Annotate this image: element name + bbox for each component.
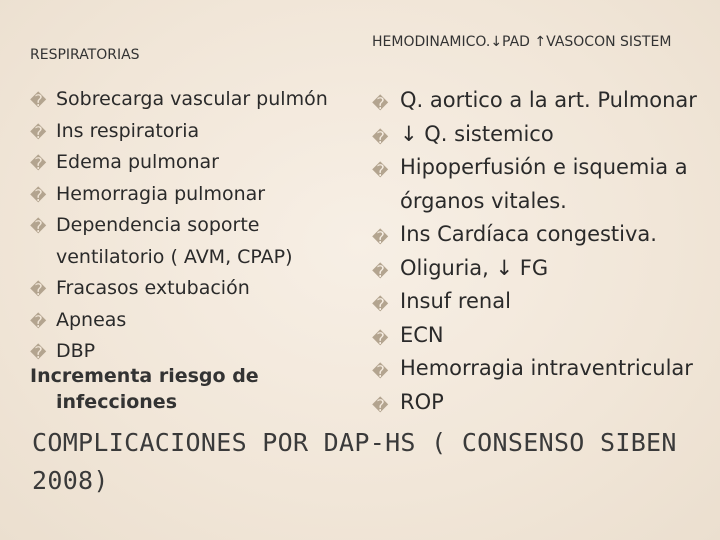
bullet-icon: � [372, 228, 389, 247]
bullet-icon: � [372, 295, 389, 314]
list-item [372, 218, 702, 252]
list-item-text: ROP [400, 389, 444, 414]
list-item-text: ECN [400, 322, 444, 347]
right-column-heading: HEMODINAMICO.↓PAD ↑VASOCON SISTEM [372, 34, 672, 50]
list-item-text: Edema pulmonar [56, 151, 219, 173]
list-item [372, 84, 702, 118]
bullet-icon: � [372, 161, 389, 180]
list-item-text: Hipoperfusión e isquemia a órganos vitales. [400, 155, 688, 213]
list-item-text: ↓ Q. sistemico [400, 121, 554, 146]
bullet-icon: � [372, 127, 389, 147]
left-column-heading: RESPIRATORIAS [30, 47, 140, 63]
list-item [30, 84, 360, 116]
list-item [372, 352, 702, 386]
note-line-1: Incrementa riesgo de [30, 365, 259, 387]
list-item [30, 147, 360, 179]
list-item-text: Hemorragia pulmonar [56, 182, 266, 205]
list-item [30, 179, 360, 211]
bullet-icon: � [30, 154, 47, 173]
note-line-2: infecciones [56, 391, 178, 413]
list-item-text: Ins Cardíaca congestiva. [400, 222, 657, 246]
list-item-text: Apneas [56, 308, 127, 331]
bullet-icon: � [30, 185, 47, 205]
list-item-text: Fracasos extubación [56, 277, 250, 299]
list-item [372, 386, 702, 420]
infection-risk-note [30, 363, 350, 415]
list-item-text: Ins respiratoria [56, 119, 200, 142]
bullet-icon: � [30, 311, 47, 331]
bullet-icon: � [30, 343, 47, 362]
list-item [372, 151, 702, 218]
list-item [30, 273, 360, 305]
bullet-icon: � [30, 122, 47, 142]
list-item [372, 285, 702, 319]
right-bullet-list [372, 84, 702, 419]
left-bullet-list [30, 84, 360, 368]
bullet-icon: � [372, 261, 389, 281]
bullet-icon: � [372, 362, 389, 381]
list-item-text: DBP [56, 340, 96, 362]
list-item-text: Dependencia soporte ventilatorio ( AVM, CPAP) [56, 214, 293, 268]
list-item-text: Insuf renal [400, 289, 511, 313]
list-item [30, 116, 360, 148]
list-item [30, 305, 360, 337]
slide-title: COMPLICACIONES POR DAP-HS ( CONSENSO SIBEN 2008) [32, 428, 677, 495]
bullet-icon: � [30, 91, 47, 110]
list-item-text: Oliguria, ↓ FG [400, 255, 549, 280]
bullet-icon: � [30, 280, 47, 299]
bullet-icon: � [372, 94, 389, 113]
list-item [372, 319, 702, 353]
bullet-icon: � [30, 217, 47, 236]
bullet-icon: � [372, 395, 389, 415]
list-item [372, 118, 702, 152]
list-item-text: Hemorragia intraventricular [400, 356, 693, 380]
list-item-text: Q. aortico a la art. Pulmonar [400, 88, 697, 112]
list-item [30, 210, 360, 273]
bullet-icon: � [372, 328, 389, 348]
list-item [372, 252, 702, 286]
list-item-text: Sobrecarga vascular pulmón [56, 88, 328, 110]
